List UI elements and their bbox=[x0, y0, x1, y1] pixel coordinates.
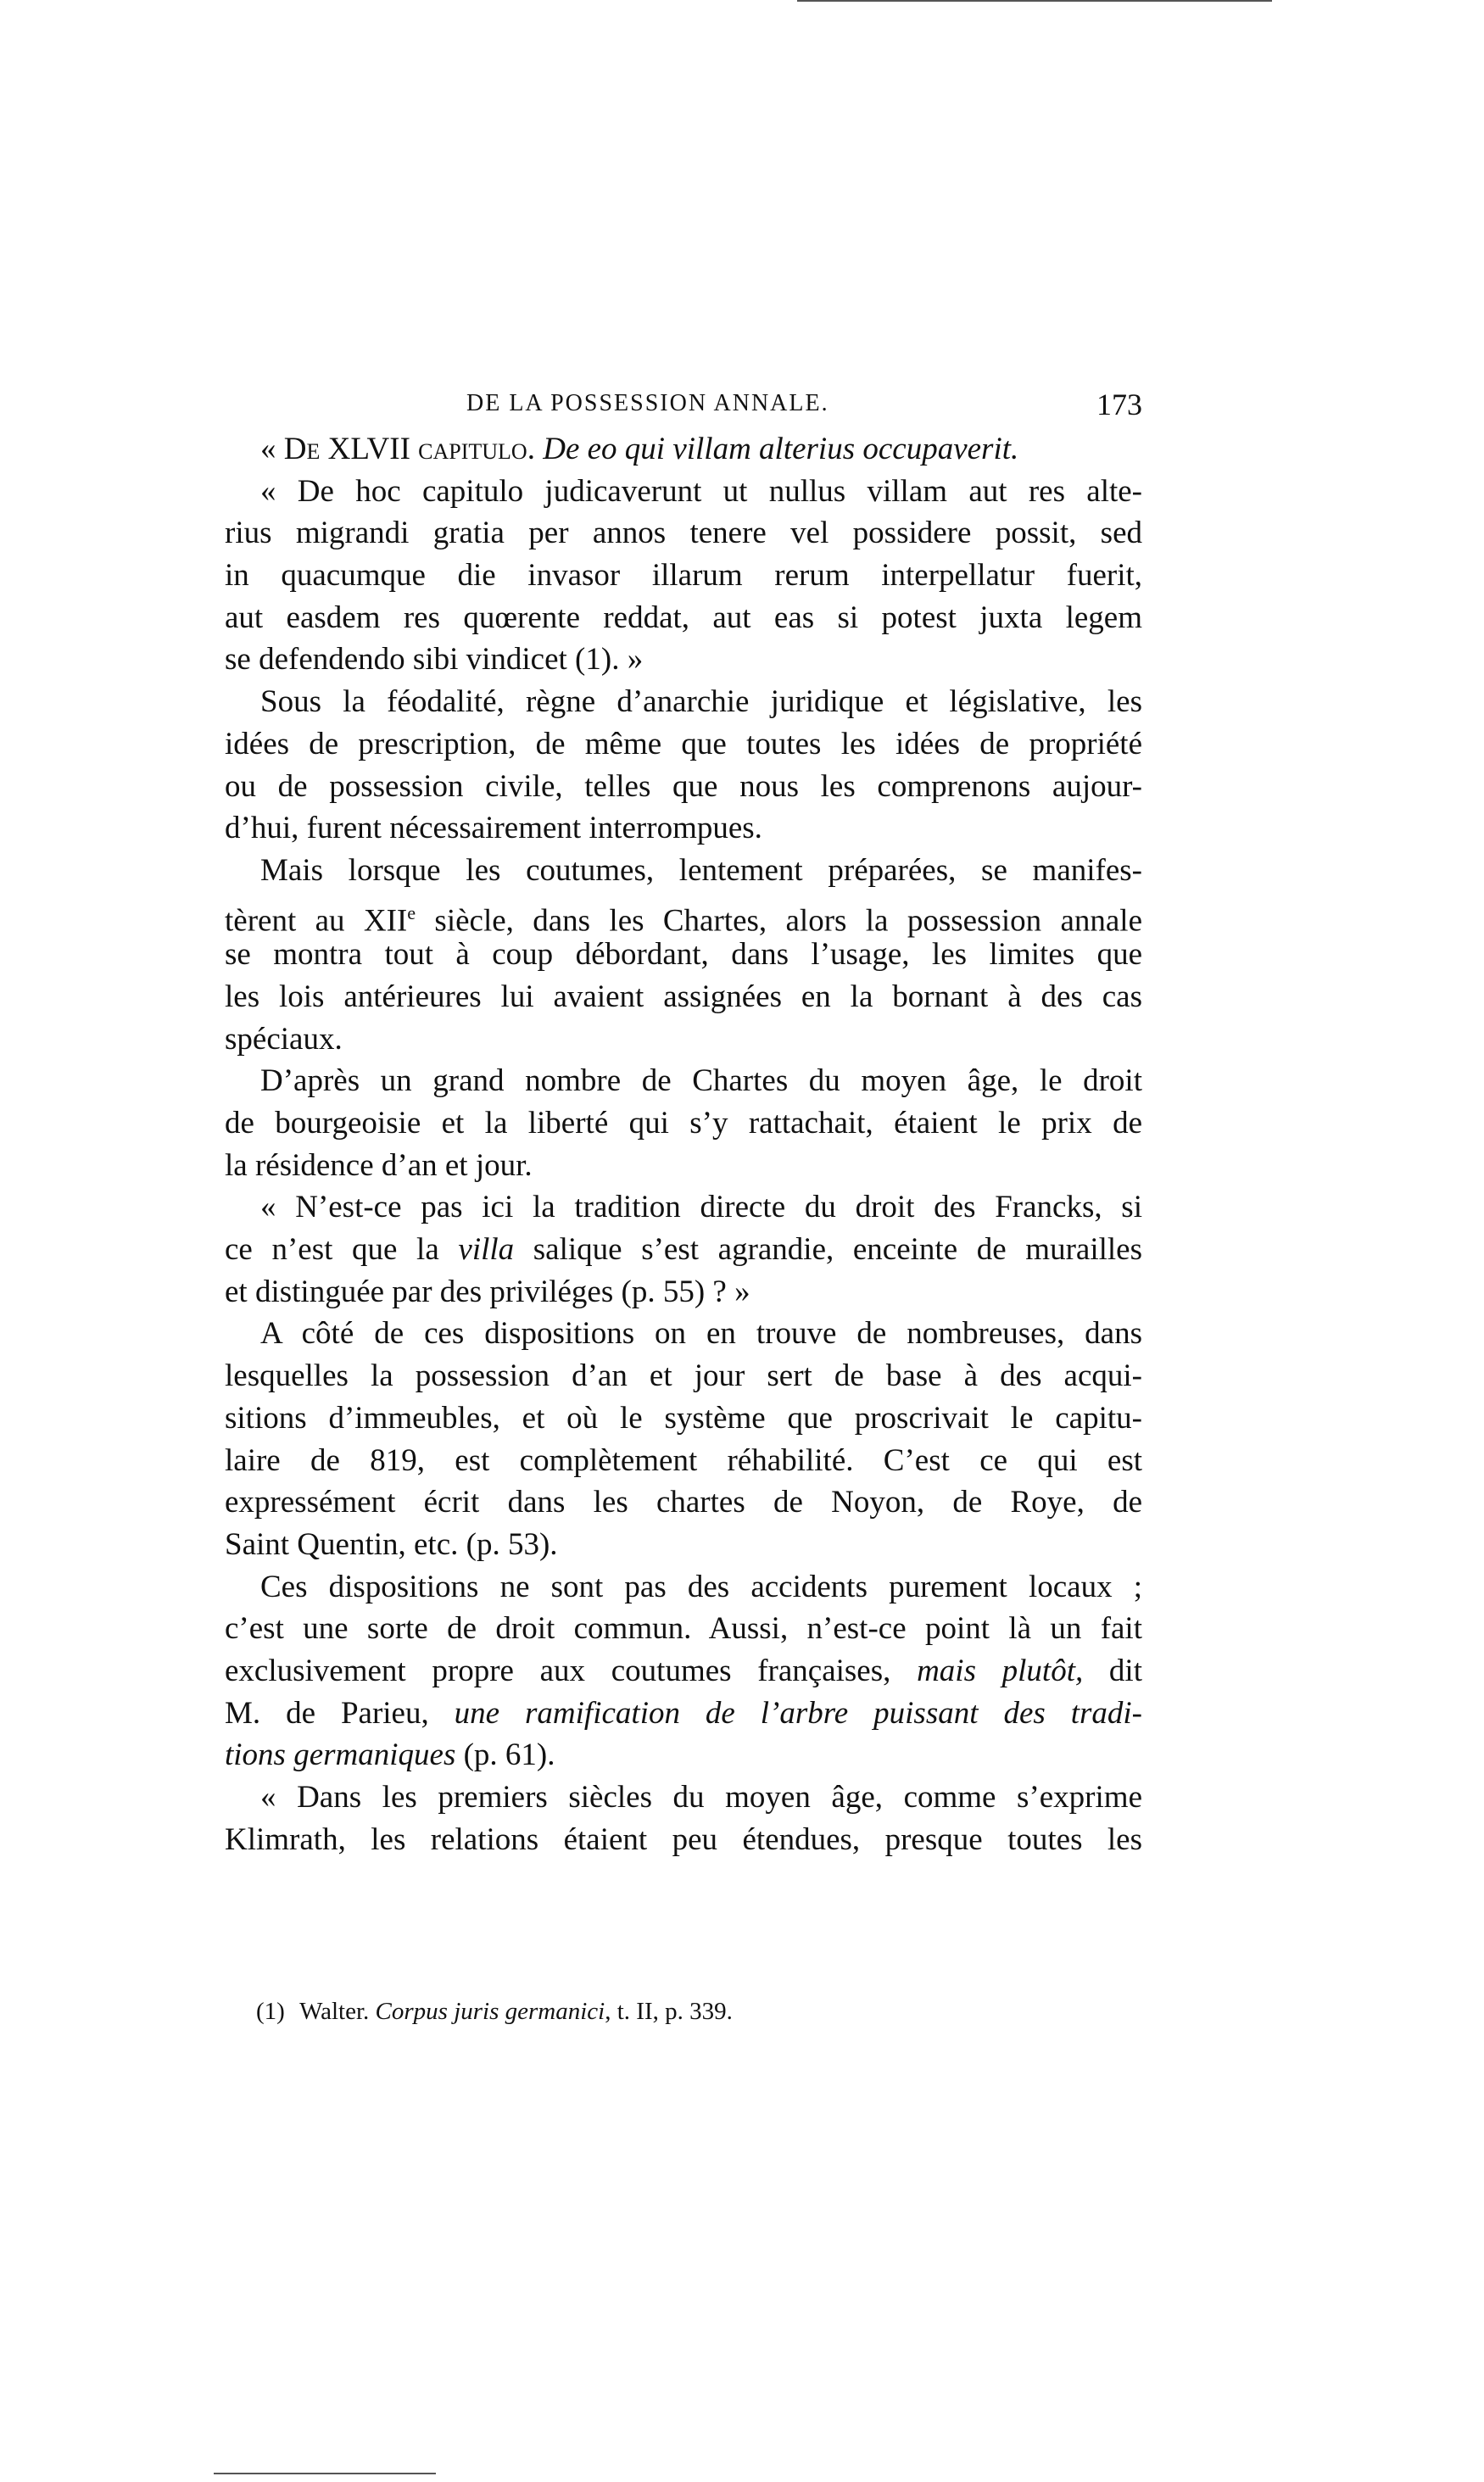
text-segment: rius migrandi gratia per annos tenere vel possidere possit, sed bbox=[225, 516, 1142, 551]
text-segment: e bbox=[407, 901, 416, 923]
text-segment: se montra tout à coup débordant, dans l’usage, les limites que bbox=[225, 937, 1142, 973]
text-segment: et distinguée par des priviléges (p. 55) ? » bbox=[225, 1274, 750, 1309]
text-line bbox=[225, 1608, 1142, 1650]
text-line bbox=[225, 1734, 1142, 1776]
text-line bbox=[225, 1693, 1142, 1735]
text-line bbox=[225, 1102, 1142, 1145]
text-line bbox=[225, 723, 1142, 766]
text-segment bbox=[535, 432, 543, 466]
text-segment: laire de 819, est complètement réhabilité. C’est ce qui est bbox=[225, 1442, 1142, 1478]
text-segment: salique s’est agrandie, enceinte de murailles bbox=[514, 1232, 1142, 1268]
text-line bbox=[225, 639, 1142, 681]
text-line bbox=[225, 1776, 1142, 1819]
text-segment: tèrent au XII bbox=[225, 902, 408, 938]
text-line bbox=[225, 934, 1142, 976]
italic-text: De eo qui villam alterius occupaverit. bbox=[543, 432, 1019, 466]
text-segment: se defendendo sibi vindicet (1). » bbox=[225, 642, 644, 678]
text-segment: ou de possession civile, telles que nous les comprenons aujour- bbox=[225, 768, 1142, 804]
italic-text: tions germaniques bbox=[225, 1737, 456, 1773]
text-line bbox=[225, 1271, 1142, 1314]
top-rule bbox=[797, 0, 1272, 2]
body-text bbox=[225, 428, 1142, 1860]
text-segment: Mais lorsque les coutumes, lentement préparées, se manifes- bbox=[260, 852, 1142, 888]
paragraph bbox=[225, 1566, 1142, 1776]
text-line bbox=[225, 1819, 1142, 1861]
text-segment: expressément écrit dans les chartes de Noyon, de Roye, de bbox=[225, 1485, 1142, 1520]
text-line bbox=[225, 1524, 1142, 1566]
italic-text: une ramification de l’arbre puissant des tradi- bbox=[454, 1695, 1142, 1731]
text-segment: Sous la féodalité, règne d’anarchie juridique et législative, les bbox=[260, 684, 1142, 720]
text-segment: in quacumque die invasor illarum rerum interpellatur fuerit, bbox=[225, 558, 1142, 594]
footnote-marker: (1) bbox=[256, 1998, 285, 2025]
footnote-title: Corpus juris germanici bbox=[375, 1998, 605, 2025]
text-line bbox=[225, 1355, 1142, 1397]
bottom-rule bbox=[214, 2473, 436, 2474]
text-line bbox=[225, 1060, 1142, 1102]
text-segment: c’est une sorte de droit commun. Aussi, n’est-ce point là un fait bbox=[225, 1611, 1142, 1647]
text-segment: sitions d’immeubles, et où le système que proscrivait le capitu- bbox=[225, 1400, 1142, 1436]
text-segment: De bbox=[283, 432, 321, 466]
paragraph bbox=[225, 850, 1142, 1060]
text-line bbox=[225, 1481, 1142, 1524]
paragraph bbox=[225, 1776, 1142, 1860]
text-segment: Klimrath, les relations étaient peu étendues, presque toutes les bbox=[225, 1821, 1142, 1857]
text-segment: exclusivement propre aux coutumes françaises, bbox=[225, 1653, 918, 1688]
text-segment: « N’est-ce pas ici la tradition directe du droit des Francks, si bbox=[260, 1190, 1142, 1225]
text-line bbox=[225, 428, 1142, 471]
text-line bbox=[225, 512, 1142, 555]
text-segment: idées de prescription, de même que toutes les idées de propriété bbox=[225, 726, 1142, 761]
text-line bbox=[225, 1145, 1142, 1187]
text-segment: de bourgeoisie et la liberté qui s’y rattachait, étaient le prix de bbox=[225, 1106, 1142, 1141]
footnote bbox=[256, 1998, 733, 2026]
text-segment: dit bbox=[1083, 1653, 1142, 1688]
running-title: DE LA POSSESSION ANNALE. bbox=[466, 390, 829, 416]
page-number: 173 bbox=[1096, 388, 1142, 421]
text-line bbox=[225, 1186, 1142, 1229]
paragraph bbox=[225, 1060, 1142, 1186]
text-line bbox=[225, 1018, 1142, 1061]
paragraph bbox=[225, 1313, 1142, 1565]
text-line bbox=[225, 850, 1142, 892]
text-line bbox=[225, 681, 1142, 723]
text-line bbox=[225, 766, 1142, 808]
text-segment: lesquelles la possession d’an et jour sert de base à des acqui- bbox=[225, 1358, 1142, 1394]
running-head bbox=[225, 387, 1142, 421]
text-segment: Ces dispositions ne sont pas des accidents purement locaux ; bbox=[260, 1569, 1142, 1604]
footnote-author: Walter. bbox=[299, 1998, 370, 2025]
footnote-ref: , t. II, p. 339. bbox=[605, 1998, 733, 2025]
text-segment: la résidence d’an et jour. bbox=[225, 1147, 533, 1183]
text-line bbox=[225, 807, 1142, 850]
text-segment: (p. 61). bbox=[455, 1737, 555, 1773]
text-line bbox=[225, 1397, 1142, 1440]
text-segment: siècle, dans les Chartes, alors la possession annale bbox=[416, 902, 1143, 938]
text-line bbox=[225, 471, 1142, 513]
text-line bbox=[225, 1566, 1142, 1609]
text-line bbox=[225, 597, 1142, 639]
text-line bbox=[225, 892, 1143, 938]
text-line bbox=[225, 1229, 1142, 1271]
text-line bbox=[225, 976, 1142, 1018]
text-segment: Saint Quentin, etc. (p. 53). bbox=[225, 1526, 558, 1562]
paragraph bbox=[225, 681, 1142, 850]
paragraph bbox=[225, 471, 1142, 681]
text-segment: aut easdem res quœrente reddat, aut eas si potest juxta legem bbox=[225, 600, 1142, 635]
text-line bbox=[225, 1440, 1142, 1482]
text-segment: spéciaux. bbox=[225, 1021, 343, 1057]
text-segment: « Dans les premiers siècles du moyen âge, comme s’exprime bbox=[260, 1780, 1142, 1815]
text-segment: ce n’est que la bbox=[225, 1232, 459, 1268]
text-segment: D’après un grand nombre de Chartes du moyen âge, le droit bbox=[260, 1063, 1142, 1099]
text-line bbox=[225, 1650, 1142, 1693]
text-line bbox=[225, 555, 1142, 597]
text-segment: les lois antérieures lui avaient assignées en la bornant à des cas bbox=[225, 979, 1142, 1014]
italic-text: mais plutôt, bbox=[917, 1653, 1084, 1688]
text-segment: « De hoc capitulo judicaverunt ut nullus villam aut res alte- bbox=[260, 473, 1142, 509]
paragraph bbox=[225, 1186, 1142, 1313]
italic-text: villa bbox=[458, 1232, 515, 1268]
text-segment: M. de Parieu, bbox=[225, 1695, 455, 1731]
text-segment: d’hui, furent nécessairement interrompues. bbox=[225, 811, 762, 846]
text-segment: A côté de ces dispositions on en trouve de nombreuses, dans bbox=[260, 1316, 1142, 1352]
text-segment: capitulo. bbox=[418, 432, 535, 466]
text-segment: XLVII bbox=[320, 432, 419, 466]
paragraph bbox=[225, 428, 1142, 471]
text-line bbox=[225, 1313, 1142, 1355]
text-segment: « bbox=[260, 432, 284, 466]
